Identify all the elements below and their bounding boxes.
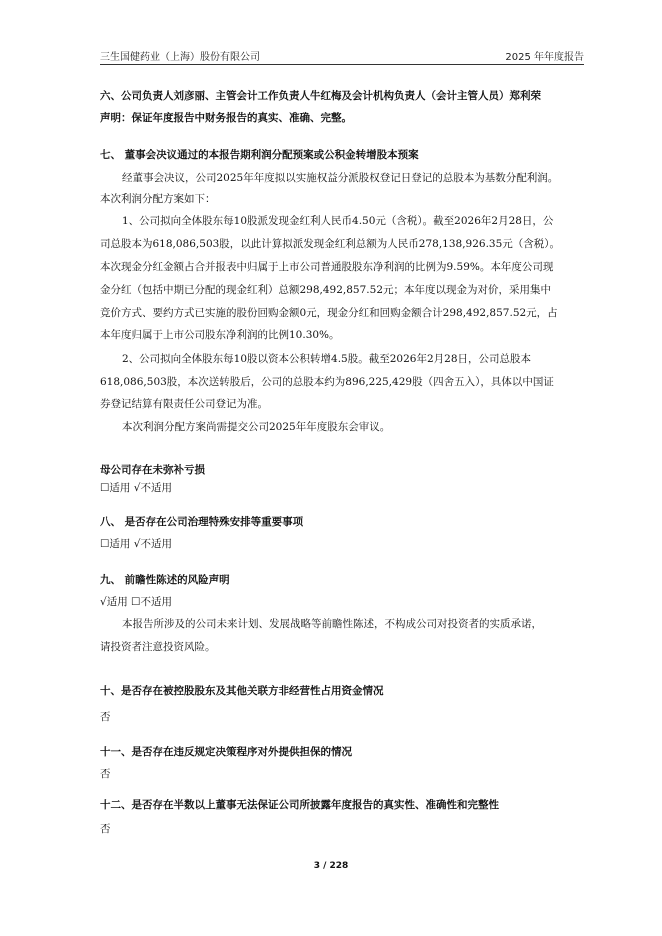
sec9-options: √适用 ☐不适用 bbox=[100, 596, 172, 608]
page-number: 3 / 228 bbox=[313, 861, 349, 871]
sec11-answer: 否 bbox=[100, 768, 111, 780]
sec7-p2-line4: 金分红（包括中期已分配的现金红利）总额298,492,857.52元；本年度以现金为对价，采用集中 bbox=[100, 284, 551, 296]
sec7-p1-line1: 经董事会决议，公司2025年年度拟以实施权益分派股权登记日登记的总股本为基数分配利润。 bbox=[122, 172, 559, 184]
sec7-p2-line5: 竞价方式、要约方式已实施的股份回购金额0元，现金分红和回购金额合计298,492,857.52元，占 bbox=[100, 307, 558, 319]
sec7-p3-line3: 券登记结算有限责任公司登记为准。 bbox=[100, 398, 268, 410]
sec12-answer: 否 bbox=[100, 823, 111, 835]
sec6-line2: 声明：保证年度报告中财务报告的真实、准确、完整。 bbox=[100, 112, 352, 124]
sec7-p2-line1: 1、公司拟向全体股东每10股派发现金红利人民币4.50元（含税）。截至2026年2月28日，公 bbox=[122, 215, 554, 227]
sec7-p1-line2: 本次利润分配方案如下： bbox=[100, 193, 216, 205]
header-company: 三生国健药业（上海）股份有限公司 bbox=[100, 52, 260, 63]
sec11-heading: 十一、是否存在违反规定决策程序对外提供担保的情况 bbox=[100, 746, 352, 758]
sec10-heading: 十、是否存在被控股股东及其他关联方非经营性占用资金情况 bbox=[100, 685, 384, 697]
header-report-title: 2025 年年度报告 bbox=[505, 52, 584, 63]
sec8-heading: 八、 是否存在公司治理特殊安排等重要事项 bbox=[100, 516, 304, 528]
sec7-heading: 七、 董事会决议通过的本报告期利润分配预案或公积金转增股本预案 bbox=[100, 149, 419, 161]
sec7-p2-line3: 本次现金分红金额占合并报表中归属于上市公司普通股股东净利润的比例为9.59%。本年度公司现 bbox=[100, 261, 554, 273]
sec7-p2-line2: 司总股本为618,086,503股，以此计算拟派发现金红利总额为人民币278,138,926.35元（含税）。 bbox=[100, 238, 561, 250]
page-header bbox=[100, 44, 584, 65]
sec7-p2-line6: 本年度归属于上市公司股东净利润的比例10.30%。 bbox=[100, 329, 340, 341]
parent-loss-heading: 母公司存在未弥补亏损 bbox=[100, 464, 205, 476]
parent-loss-options: ☐适用 √不适用 bbox=[100, 482, 172, 494]
sec12-heading: 十二、是否存在半数以上董事无法保证公司所披露年度报告的真实性、准确性和完整性 bbox=[100, 799, 499, 811]
sec10-answer: 否 bbox=[100, 711, 111, 723]
sec9-paragraph-line2: 请投资者注意投资风险。 bbox=[100, 641, 216, 653]
sec7-p3-line2: 618,086,503股，本次送转股后，公司的总股本约为896,225,429股（四舍五入），具体以中国证 bbox=[100, 376, 554, 388]
sec9-paragraph-line1: 本报告所涉及的公司未来计划、发展战略等前瞻性陈述，不构成公司对投资者的实质承诺， bbox=[122, 618, 542, 630]
sec6-line1: 六、公司负责人刘彦丽、主管会计工作负责人牛红梅及会计机构负责人（会计主管人员）郑利荣 bbox=[100, 90, 541, 102]
sec7-p3-line1: 2、公司拟向全体股东每10股以资本公积转增4.5股。截至2026年2月28日，公司总股本 bbox=[122, 353, 532, 365]
sec7-p4: 本次利润分配方案尚需提交公司2025年年度股东会审议。 bbox=[122, 421, 391, 433]
sec8-options: ☐适用 √不适用 bbox=[100, 538, 172, 550]
sec9-heading: 九、 前瞻性陈述的风险声明 bbox=[100, 574, 230, 586]
